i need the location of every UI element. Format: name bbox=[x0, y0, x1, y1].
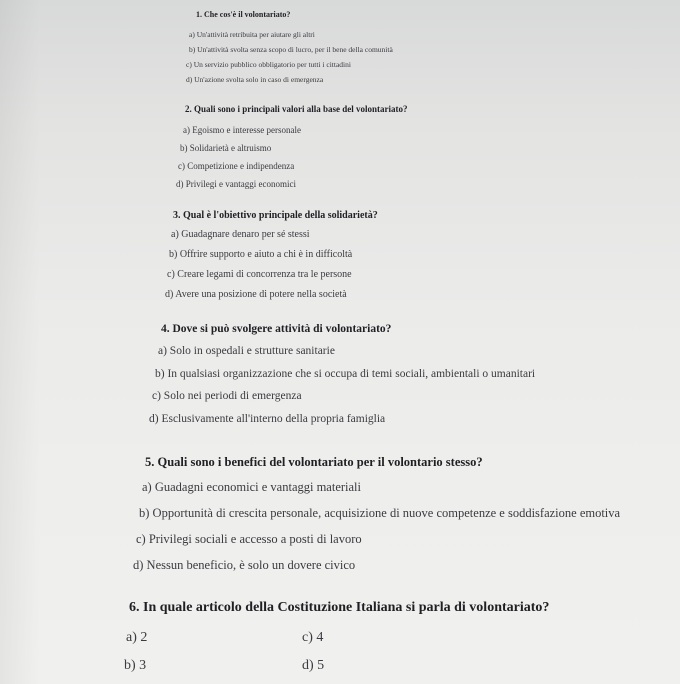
question-2-title: 2. Quali sono i principali valori alla base del volontariato? bbox=[185, 104, 408, 114]
question-1-option-b: b) Un'attività svolta senza scopo di lucro, per il bene della comunità bbox=[189, 45, 393, 54]
question-3-option-c: c) Creare legami di concorrenza tra le persone bbox=[167, 269, 352, 280]
question-6-option-c: c) 4 bbox=[302, 630, 324, 645]
question-5-option-c: c) Privilegi sociali e accesso a posti di lavoro bbox=[136, 532, 362, 546]
question-2-option-c: c) Competizione e indipendenza bbox=[178, 161, 295, 171]
question-4-option-a: a) Solo in ospedali e strutture sanitarie bbox=[158, 345, 335, 357]
question-5-option-d: d) Nessun beneficio, è solo un dovere civico bbox=[133, 558, 356, 572]
question-6-option-b: b) 3 bbox=[124, 658, 147, 673]
question-6-option-d: d) 5 bbox=[302, 658, 325, 673]
question-4-option-c: c) Solo nei periodi di emergenza bbox=[152, 390, 302, 402]
question-3-title: 3. Qual è l'obiettivo principale della solidarietà? bbox=[173, 210, 378, 221]
question-5-option-a: a) Guadagni economici e vantaggi materiali bbox=[142, 480, 362, 494]
question-2-option-a: a) Egoismo e interesse personale bbox=[183, 125, 301, 135]
question-4-title: 4. Dove si può svolgere attività di volontariato? bbox=[161, 323, 392, 335]
question-4-option-d: d) Esclusivamente all'interno della propria famiglia bbox=[149, 413, 386, 425]
question-5-option-b: b) Opportunità di crescita personale, acquisizione di nuove competenze e soddisfazione emotiva bbox=[139, 506, 621, 520]
question-6-title: 6. In quale articolo della Costituzione Italiana si parla di volontariato? bbox=[129, 600, 550, 615]
question-1-option-c: c) Un servizio pubblico obbligatorio per tutti i cittadini bbox=[186, 60, 351, 69]
question-1-title: 1. Che cos'è il volontariato? bbox=[196, 10, 291, 19]
question-5-title: 5. Quali sono i benefici del volontariato per il volontario stesso? bbox=[145, 455, 483, 469]
question-3-option-d: d) Avere una posizione di potere nella società bbox=[165, 289, 347, 300]
question-6-option-a: a) 2 bbox=[126, 630, 148, 645]
question-3-option-b: b) Offrire supporto e aiuto a chi è in difficoltà bbox=[169, 249, 353, 260]
question-2-option-b: b) Solidarietà e altruismo bbox=[180, 143, 272, 153]
question-1-option-a: a) Un'attività retribuita per aiutare gli altri bbox=[189, 30, 315, 39]
question-2-option-d: d) Privilegi e vantaggi economici bbox=[176, 179, 296, 189]
question-3-option-a: a) Guadagnare denaro per sé stessi bbox=[171, 229, 310, 240]
page-shadow bbox=[0, 0, 40, 684]
question-4-option-b: b) In qualsiasi organizzazione che si occupa di temi sociali, ambientali o umanitari bbox=[155, 368, 536, 380]
question-1-option-d: d) Un'azione svolta solo in caso di emergenza bbox=[186, 75, 324, 84]
